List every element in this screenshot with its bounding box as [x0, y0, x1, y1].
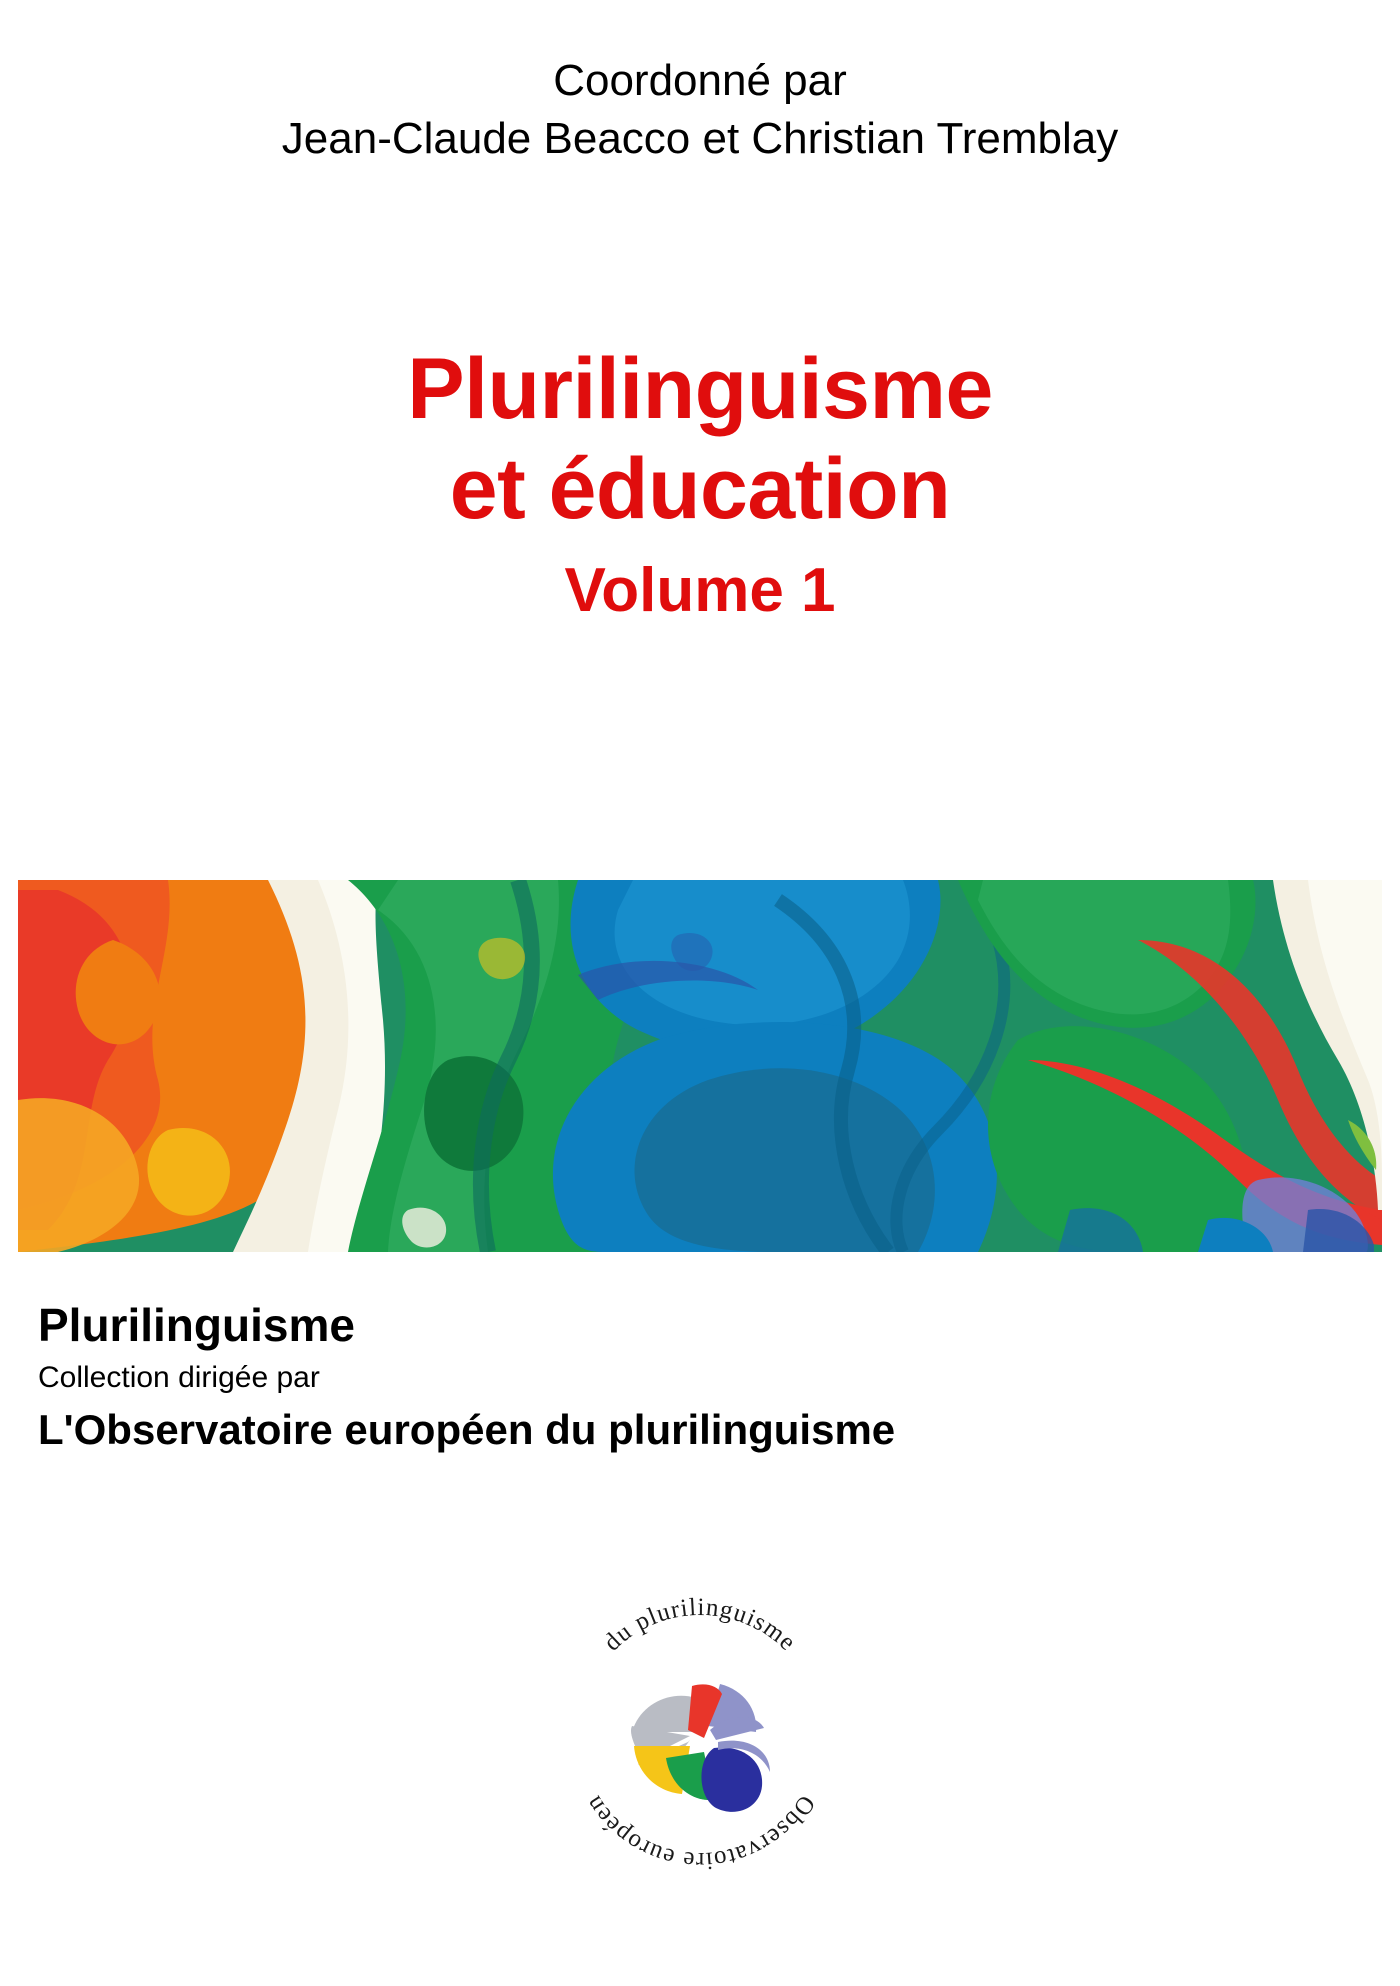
- cover-artwork: [18, 880, 1382, 1252]
- editors-prefix: Coordonné par: [553, 56, 847, 105]
- title-line-1: Plurilinguisme: [407, 341, 993, 437]
- title-line-2: et éducation: [449, 440, 951, 537]
- logo-ring-text-bottom: Observatoire européen: [579, 1790, 821, 1875]
- oep-logo: [535, 1570, 865, 1900]
- collection-info: [38, 1300, 1338, 1454]
- logo-ring-text-top: du plurilinguisme: [598, 1593, 802, 1657]
- volume-label: Volume 1: [564, 555, 836, 625]
- collection-directed-by: Collection dirigée par: [38, 1360, 320, 1394]
- logo-container: [0, 1570, 1400, 1900]
- series-name: Plurilinguisme: [38, 1299, 355, 1351]
- editors-credit: [0, 52, 1400, 168]
- oep-logo-icon: [535, 1570, 865, 1900]
- editors-names: Jean-Claude Beacco et Christian Tremblay: [281, 114, 1119, 164]
- artwork-illustration: [18, 880, 1382, 1252]
- title-block: [0, 340, 1400, 629]
- page-title: [0, 340, 1400, 540]
- publisher-organisation: L'Observatoire européen du plurilinguisme: [38, 1405, 896, 1453]
